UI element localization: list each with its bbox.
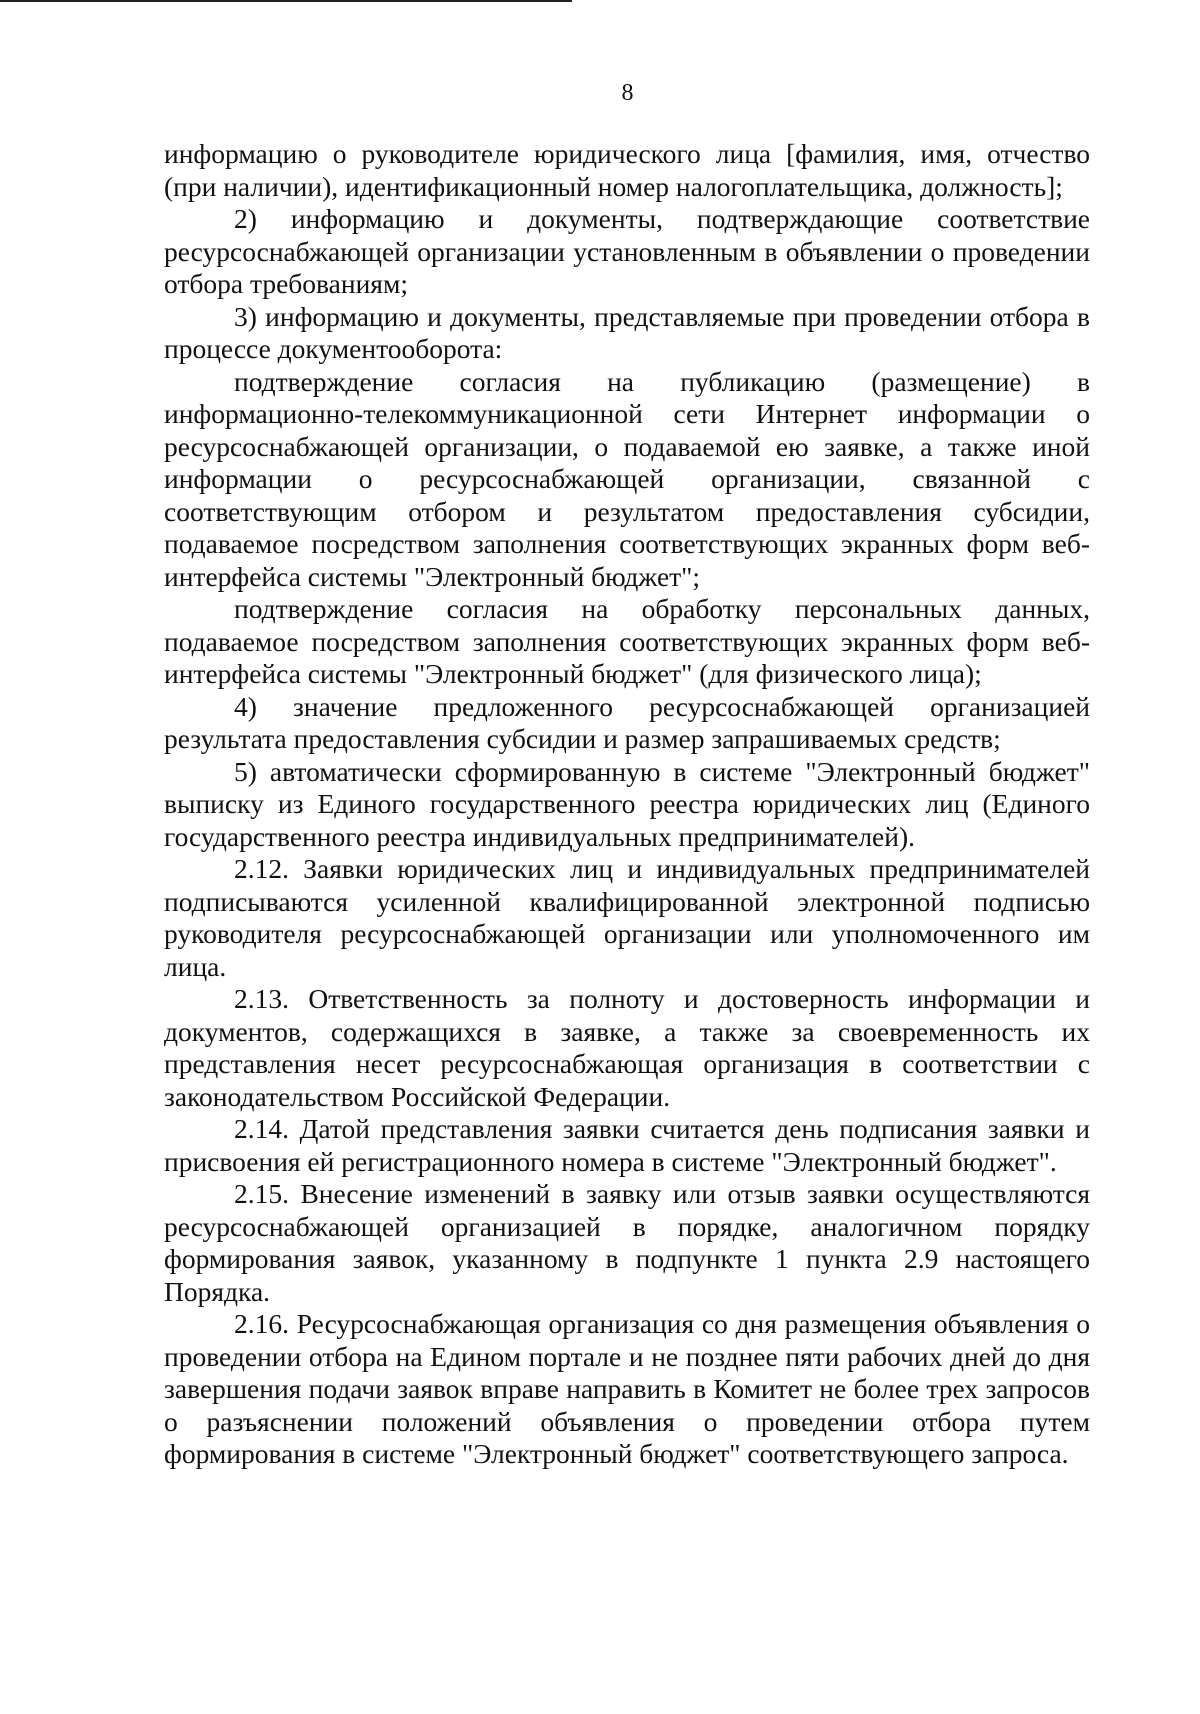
paragraph-item-5: 5) автоматически сформированную в системе "Электронный бюджет" выписку из Единого государственного реестра юридических лиц (Единого государственного реестра индивидуальных предпринимателей). (164, 755, 1090, 852)
paragraph-item-3: 3) информацию и документы, представляемые при проведении отбора в процессе документооборота: (164, 300, 1090, 364)
top-border-line (0, 0, 572, 2)
paragraph-2-14: 2.14. Датой представления заявки считается день подписания заявки и присвоения ей регистрационного номера в системе "Электронный бюджет". (164, 1113, 1090, 1177)
paragraph-2-16: 2.16. Ресурсоснабжающая организация со дня размещения объявления о проведении отбора на Едином портале и не позднее пяти рабочих дней до дня завершения подачи заявок вправе направить в Комитет не более трех запросов о разъяснении положений объявления о проведении отбора путем формирования в системе "Электронный бюджет" соответствующего запроса. (164, 1308, 1090, 1469)
paragraph-personal-data-consent: подтверждение согласия на обработку персональных данных, подаваемое посредством заполнения соответствующих экранных форм веб-интерфейса системы "Электронный бюджет" (для физического лица); (164, 593, 1090, 689)
paragraph-2-12: 2.12. Заявки юридических лиц и индивидуальных предпринимателей подписываются усиленной квалифицированной электронной подписью руководителя ресурсоснабжающей организации или уполномоченного им лица. (164, 853, 1090, 982)
paragraph-item-2: 2) информацию и документы, подтверждающие соответствие ресурсоснабжающей организации установленным в объявлении о проведении отбора требованиям; (164, 203, 1090, 299)
paragraph-2-13: 2.13. Ответственность за полноту и достоверность информации и документов, содержащихся в заявке, а также за своевременность их представления несет ресурсоснабжающая организация в соответствии с законодательством Российской Федерации. (164, 983, 1090, 1112)
paragraph-2-15: 2.15. Внесение изменений в заявку или отзыв заявки осуществляются ресурсоснабжающей организацией в порядке, аналогичном порядку формирования заявок, указанному в подпункте 1 пункта 2.9 настоящего Порядка. (164, 1178, 1090, 1307)
document-body (164, 138, 1090, 1471)
page-number: 8 (621, 80, 634, 106)
paragraph-publication-consent: подтверждение согласия на публикацию (размещение) в информационно-телекоммуникационной сети Интернет информации о ресурсоснабжающей организации, о подаваемой ею заявке, а также иной информации о ресурсоснабжающей организации, связанной с соответствующим отбором и результатом предоставления субсидии, подаваемое посредством заполнения соответствующих экранных форм веб-интерфейса системы "Электронный бюджет"; (164, 365, 1090, 592)
paragraph-head-info: информацию о руководителе юридического лица [фамилия, имя, отчество (при наличии), идентификационный номер налогоплательщика, должность]; (164, 138, 1090, 202)
paragraph-item-4: 4) значение предложенного ресурсоснабжающей организацией результата предоставления субсидии и размер запрашиваемых средств; (164, 690, 1090, 754)
